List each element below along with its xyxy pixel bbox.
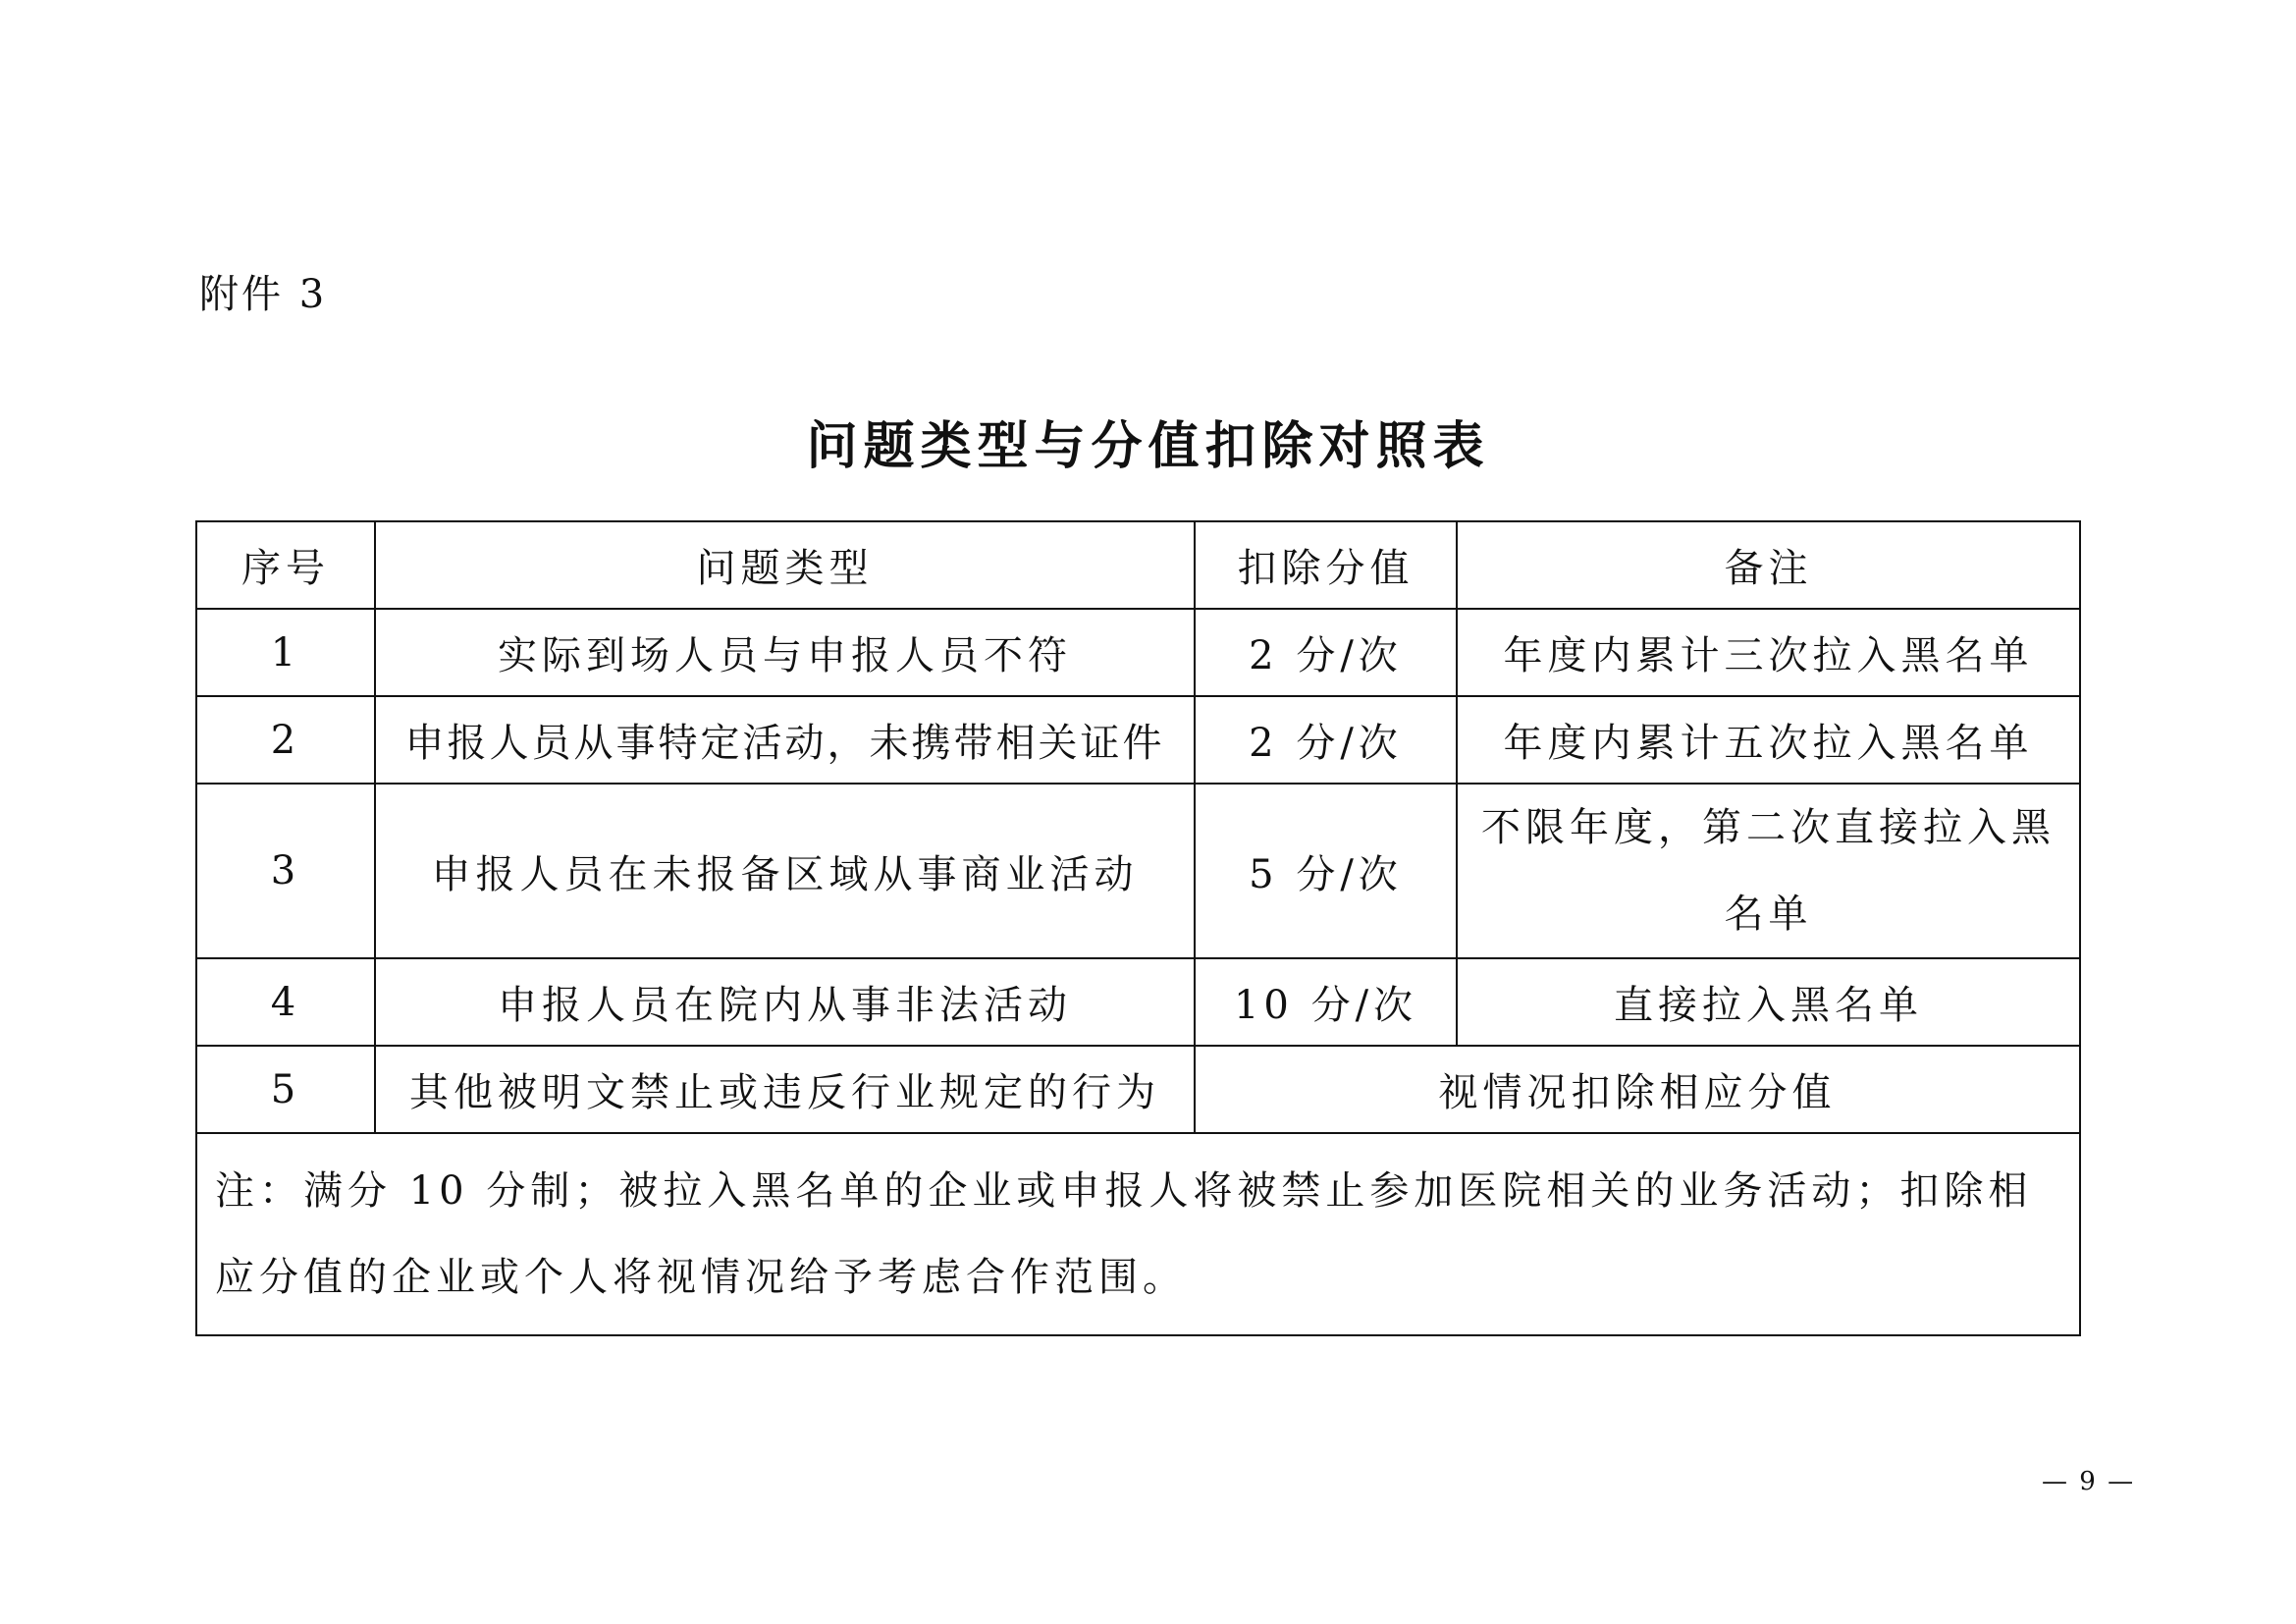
table-header-row (196, 521, 2080, 609)
table-row (196, 1046, 2080, 1133)
attachment-label: 附件 3 (199, 272, 328, 317)
table-row (196, 958, 2080, 1046)
cell-deduction: 2 分/次 (1195, 696, 1457, 784)
cell-index: 1 (196, 609, 375, 696)
cell-deduction: 2 分/次 (1195, 609, 1457, 696)
cell-type: 其他被明文禁止或违反行业规定的行为 (375, 1046, 1195, 1133)
cell-type: 实际到场人员与申报人员不符 (375, 609, 1195, 696)
table-row (196, 784, 2080, 958)
page-number: — 9 — (2042, 1467, 2136, 1496)
deduction-table (195, 520, 2081, 1336)
cell-type: 申报人员在未报备区域从事商业活动 (375, 784, 1195, 958)
table-row (196, 609, 2080, 696)
cell-index: 2 (196, 696, 375, 784)
page-title: 问题类型与分值扣除对照表 (806, 417, 1490, 476)
table-row (196, 696, 2080, 784)
header-index: 序号 (196, 521, 375, 609)
header-type: 问题类型 (375, 521, 1195, 609)
table-note: 注：满分 10 分制；被拉入黑名单的企业或申报人将被禁止参加医院相关的业务活动；扣除相应分值的企业或个人将视情况给予考虑合作范围。 (196, 1133, 2080, 1335)
cell-index: 4 (196, 958, 375, 1046)
cell-index: 5 (196, 1046, 375, 1133)
cell-index: 3 (196, 784, 375, 958)
header-remark: 备注 (1457, 521, 2080, 609)
cell-merged-deduction-remark: 视情况扣除相应分值 (1195, 1046, 2080, 1133)
cell-deduction: 10 分/次 (1195, 958, 1457, 1046)
cell-remark: 年度内累计五次拉入黑名单 (1457, 696, 2080, 784)
cell-remark: 直接拉入黑名单 (1457, 958, 2080, 1046)
cell-remark: 不限年度，第二次直接拉入黑名单 (1457, 784, 2080, 958)
cell-type: 申报人员在院内从事非法活动 (375, 958, 1195, 1046)
table-note-row (196, 1133, 2080, 1335)
cell-remark: 年度内累计三次拉入黑名单 (1457, 609, 2080, 696)
cell-deduction: 5 分/次 (1195, 784, 1457, 958)
header-deduction: 扣除分值 (1195, 521, 1457, 609)
cell-type: 申报人员从事特定活动，未携带相关证件 (375, 696, 1195, 784)
